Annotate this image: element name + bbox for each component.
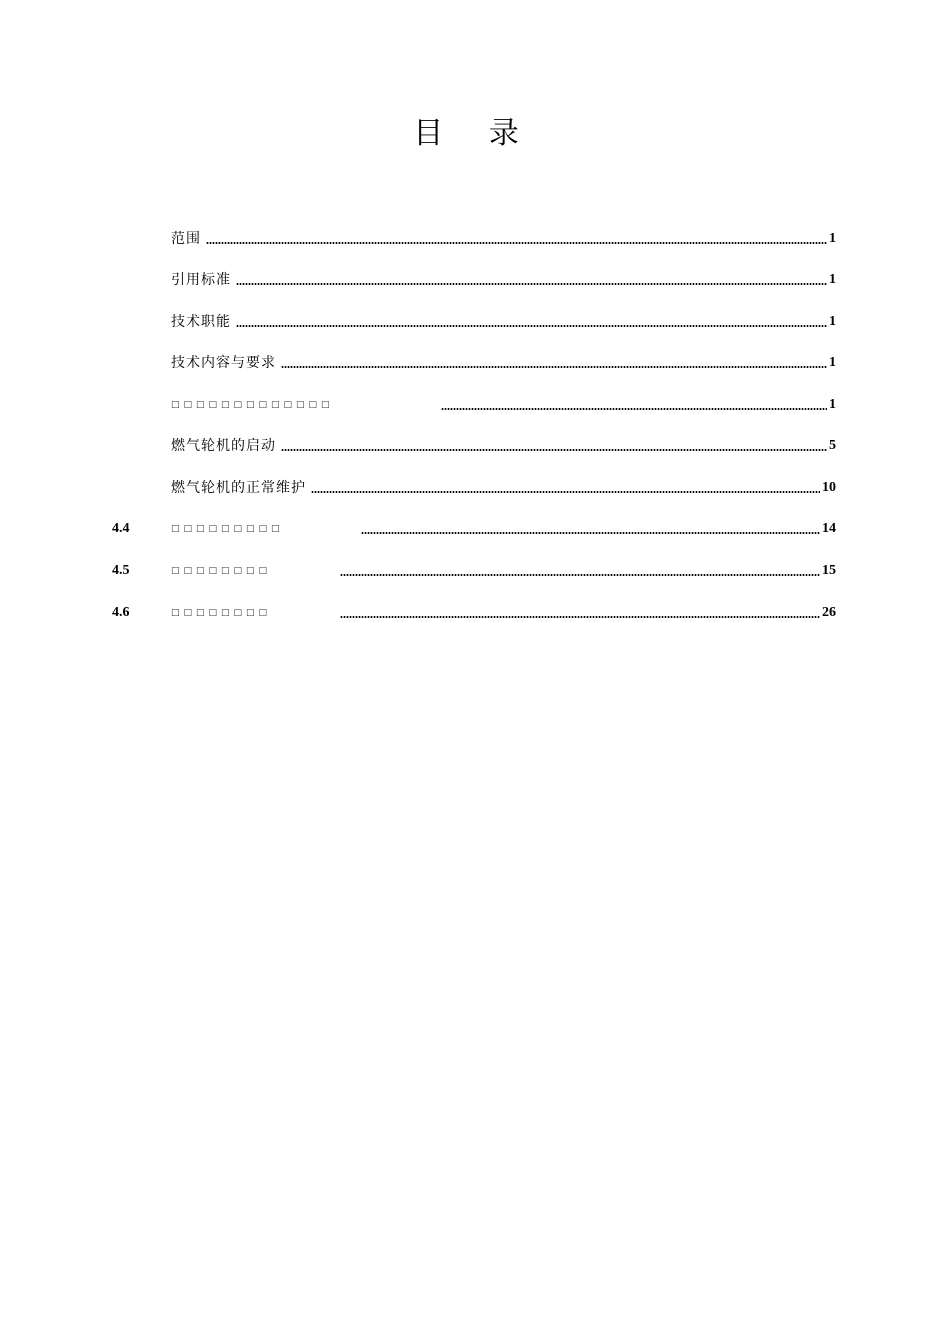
dot-leader [206, 242, 827, 244]
toc-entry-page: 14 [822, 521, 836, 536]
toc-entry[interactable] [112, 311, 836, 331]
toc-entry[interactable] [112, 435, 836, 455]
toc-entry-title: 燃气轮机的正常维护 [171, 480, 306, 496]
toc-entry-page: 1 [829, 231, 836, 246]
dot-leader [281, 449, 827, 451]
dot-leader [311, 491, 820, 493]
dot-leader [236, 325, 827, 327]
toc-entry-number: 4.5 [112, 563, 130, 578]
dot-leader [361, 532, 820, 534]
toc-entry[interactable] [112, 394, 836, 414]
toc-entry[interactable] [112, 352, 836, 372]
page-title: 目 录 [413, 116, 537, 151]
toc-entry-page: 1 [829, 355, 836, 370]
toc-entry-title: □□□□□□□□ [171, 608, 272, 618]
toc-entry[interactable] [112, 228, 836, 248]
dot-leader [340, 574, 820, 576]
toc-entry[interactable] [112, 560, 836, 580]
toc-entry-number: 4.6 [112, 605, 130, 620]
toc-entry-title: 引用标准 [171, 272, 231, 288]
toc-entry[interactable] [112, 477, 836, 497]
toc-entry-title: □□□□□□□□ [171, 566, 272, 576]
toc-entry-title: 范围 [171, 231, 201, 247]
toc-entry-number: 4.4 [112, 521, 130, 536]
toc-entry-page: 1 [829, 272, 836, 287]
dot-leader [340, 616, 820, 618]
toc-entry-page: 1 [829, 314, 836, 329]
toc-entry-page: 15 [822, 563, 836, 578]
toc-entry-page: 1 [829, 397, 836, 412]
toc-entry-page: 26 [822, 605, 836, 620]
toc-entry-title: □□□□□□□□□ [171, 524, 284, 534]
toc-entry-page: 10 [822, 480, 836, 495]
toc-entry-page: 5 [829, 438, 836, 453]
dot-leader [281, 366, 827, 368]
toc-entry-title: 燃气轮机的启动 [171, 438, 276, 454]
dot-leader [236, 283, 827, 285]
toc-entry-title: □□□□□□□□□□□□□ [171, 400, 334, 410]
toc-entry-title: 技术职能 [171, 314, 231, 330]
toc-entry-title: 技术内容与要求 [171, 355, 276, 371]
dot-leader [441, 408, 827, 410]
toc-entry[interactable] [112, 602, 836, 622]
toc-entry[interactable] [112, 269, 836, 289]
toc-entry[interactable] [112, 518, 836, 538]
